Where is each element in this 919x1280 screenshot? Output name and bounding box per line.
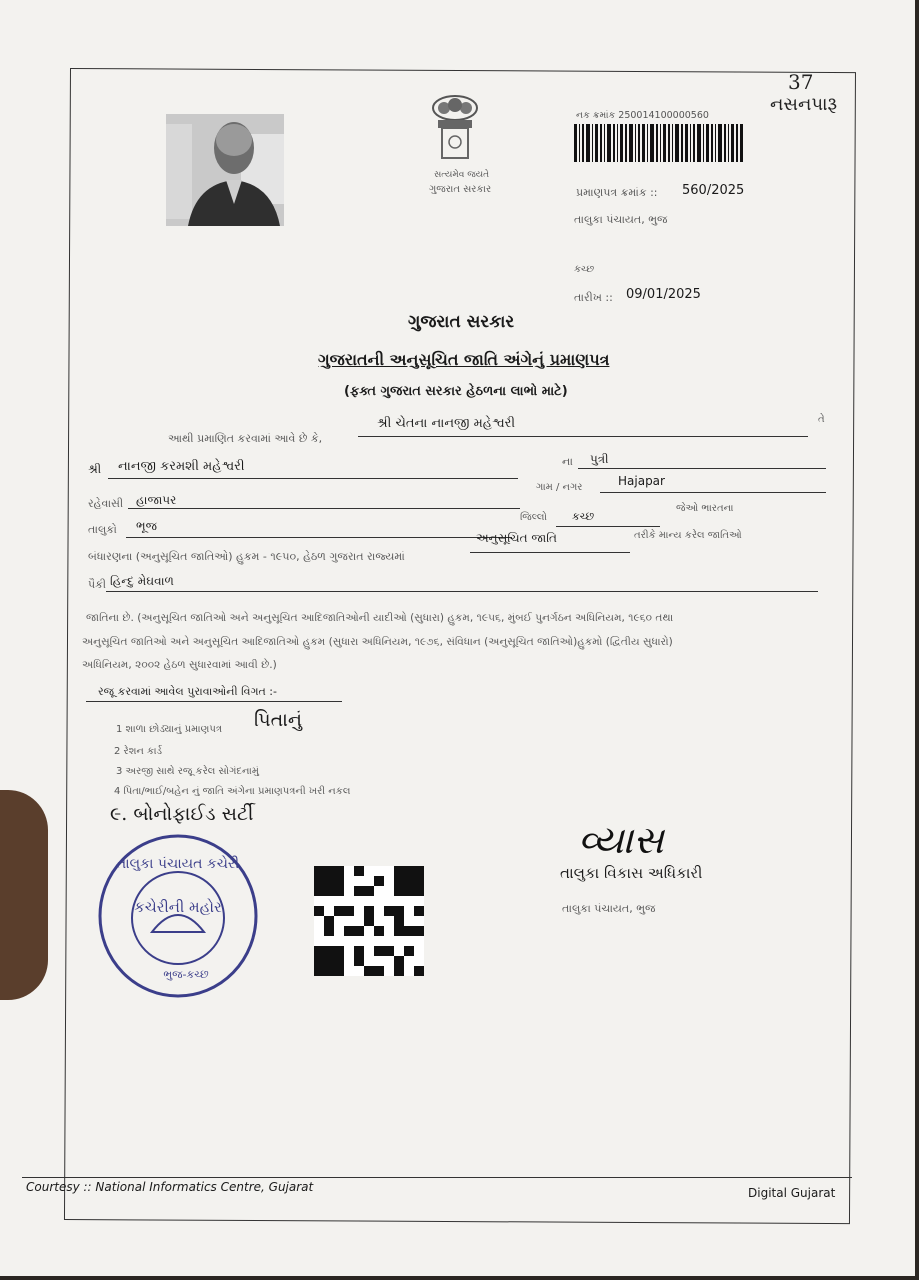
emblem-govt: ગુજરાત સરકાર: [429, 184, 492, 195]
certificate-place: કચ્છ: [574, 264, 595, 275]
barcode-number: નક ક્રમાંક 250014100000560: [576, 110, 709, 121]
district-label: જિલ્લો: [520, 512, 547, 523]
village-label: ગામ / નગર: [536, 482, 583, 493]
para-line-3: અધિનિયમ, ૨૦૦૨ હેઠળ સુધારવામાં આવી છે.): [82, 659, 277, 671]
father-name: નાનજી કરમશી મહેશ્વરી: [118, 459, 245, 474]
evidence-handwritten-1: પિતાનું: [254, 709, 303, 731]
taluka-label: તાલુકો: [88, 523, 117, 536]
category-value: અનુસૂચિત જાતિ: [476, 531, 557, 545]
person-name: શ્રી ચેતના નાનજી મહેશ્વરી: [377, 416, 516, 431]
emblem-motto: સત્યમેવ જયતે: [434, 170, 490, 180]
office-seal-icon: [96, 832, 260, 1000]
person-name-line: [358, 436, 808, 437]
seal-center-text: કચેરીની મહોર: [134, 898, 222, 916]
evidence-item-4: 4 પિતા/ભાઈ/બહેન નું જાતિ અંગેના પ્રમાણપત્રની ખરી નકલ: [114, 786, 351, 797]
te-label: તે: [818, 414, 825, 425]
certificate-title: ગુજરાતની અનુસૂચિત જાતિ અંગેનું પ્રમાણપત્ર: [318, 350, 610, 369]
recognized-text: તરીકે માન્ય કરેલ જાતિઓ: [634, 530, 742, 541]
caste-line: [106, 591, 818, 592]
father-name-line: [108, 478, 518, 479]
person-photo-icon: [166, 114, 284, 226]
corner-word: નસનપારૂ: [770, 94, 838, 115]
village-value: Hajapar: [618, 474, 665, 488]
applicant-photo: [166, 114, 284, 226]
certificate-date: 09/01/2025: [626, 287, 701, 302]
taluka-line: [126, 537, 512, 538]
village-line: [600, 492, 826, 493]
holding-thumb: [0, 790, 48, 1000]
footer-line: [22, 1177, 852, 1178]
footer-courtesy: Courtesy :: National Informatics Centre, Gujarat: [26, 1180, 314, 1194]
govt-heading: ગુજરાત સરકાર: [408, 312, 515, 332]
evidence-heading-line: [86, 701, 342, 702]
date-label: તારીખ ::: [574, 291, 613, 304]
evidence-heading: રજૂ કરવામાં આવેલ પુરાવાઓની વિગત :-: [98, 685, 277, 698]
seal-bottom-text: ભુજ-કચ્છ: [163, 968, 209, 981]
para-line-1: જાતિના છે. (અનુસૂચિત જાતિઓ અને અનુસૂચિત આદિજાતિઓની યાદીઓ (સુધારા) હુકમ, ૧૯૫૬, મુંબઈ પુનર્ગઠન અધિનિયમ, ૧૯૬૦ તથા: [86, 612, 674, 624]
signature-scribble: વ્યાસ: [578, 818, 664, 862]
signatory-title: તાલુકા વિકાસ અધિકારી: [560, 864, 703, 882]
barcode-icon: [574, 124, 744, 162]
footer-digital-gujarat: Digital Gujarat: [748, 1186, 836, 1200]
taluka-value: ભૂજ: [136, 519, 157, 533]
district-value: કચ્છ: [572, 510, 595, 523]
category-line: [470, 552, 630, 553]
among-label: પૈકી: [88, 578, 107, 591]
ashoka-emblem-icon: [428, 90, 482, 170]
certificate-number-label: પ્રમાણપત્ર ક્રમાંક ::: [576, 186, 658, 199]
resident-line: [128, 508, 520, 509]
signatory-office: તાલુકા પંચાયત, ભુજ: [562, 902, 656, 915]
shri-label: શ્રી: [88, 462, 102, 476]
na-label: ના: [562, 455, 573, 468]
relation-value: પુત્રી: [590, 452, 609, 466]
certify-label: આથી પ્રમાણિત કરવામાં આવે છે કે,: [168, 432, 323, 445]
resident-label: રહેવાસી: [88, 497, 124, 510]
evidence-item-3: 3 અરજી સાથે રજૂ કરેલ સોગંદનામું: [116, 766, 259, 777]
corner-number: 37: [788, 70, 814, 94]
certificate-office: તાલુકા પંચાયત, ભુજ: [574, 213, 668, 226]
relation-line: [578, 468, 826, 469]
district-line: [556, 526, 660, 527]
certificate-subtitle: (ફક્ત ગુજરાત સરકાર હેઠળના લાભો માટે): [344, 384, 568, 399]
seal-ring-text: તાલુકા પંચાયત કચેરી: [116, 856, 240, 872]
evidence-item-1: 1 શાળા છોડ્યાનું પ્રમાણપત્ર: [116, 724, 222, 735]
caste-value: હિન્દુ મેઘવાળ: [110, 574, 174, 588]
qr-code-icon: [314, 866, 424, 976]
certificate-number: 560/2025: [682, 183, 745, 198]
para-line-2: અનુસૂચિત જાતિઓ અને અનુસૂચિત આદિજાતિઓ હુકમ (સુધારા અધિનિયમ, ૧૯૭૬, સંવિધાન (અનુસૂચિત જાતિઓ)હુકમો (દ્વિતીય સુધારો): [82, 636, 673, 648]
which-label: જેઓ ભારતના: [676, 503, 734, 514]
constitution-text: બંધારણના (અનુસૂચિત જાતિઓ) હુકમ - ૧૯૫૦, હેઠળ ગુજરાત રાજ્યમાં: [88, 550, 405, 563]
evidence-item-2: 2 રેશન કાર્ડ: [114, 746, 163, 757]
resident-value: હાજાપર: [136, 493, 177, 507]
evidence-handwritten-5: ૯. બોનોફાઈડ સર્ટી: [110, 803, 254, 825]
